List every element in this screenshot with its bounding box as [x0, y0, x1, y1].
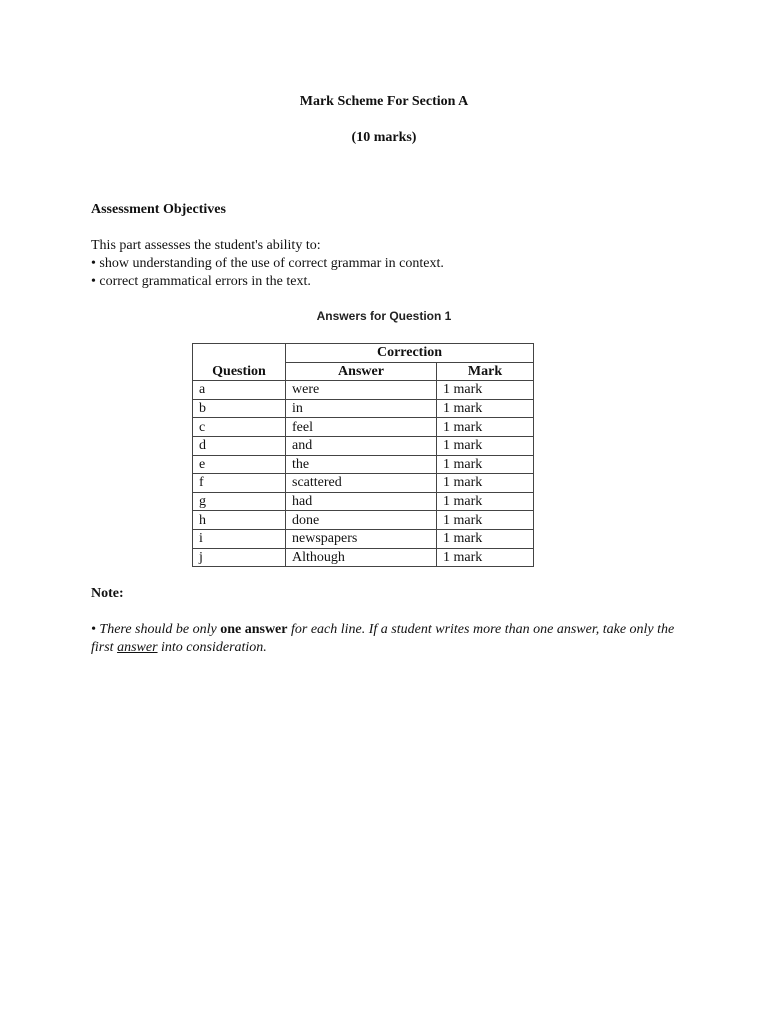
answer-cell: scattered	[286, 474, 437, 493]
answer-cell: feel	[286, 418, 437, 437]
document-title: Mark Scheme For Section A	[299, 94, 469, 109]
table-corner-cell	[193, 344, 286, 363]
mark-cell: 1 mark	[437, 455, 534, 474]
mark-cell: 1 mark	[437, 529, 534, 548]
question-header: Question	[193, 362, 286, 381]
question-cell: e	[193, 455, 286, 474]
note-text	[91, 621, 681, 657]
mark-header: Mark	[437, 362, 534, 381]
bullet-grammar-errors: • correct grammatical errors in the text.	[91, 274, 311, 289]
question-cell: b	[193, 399, 286, 418]
question-cell: d	[193, 436, 286, 455]
table-row	[193, 418, 534, 437]
bullet-grammar-context: • show understanding of the use of correct grammar in context.	[91, 256, 444, 271]
table-row	[193, 436, 534, 455]
mark-cell: 1 mark	[437, 418, 534, 437]
note-part-1: • There should be only	[91, 622, 221, 637]
answer-cell: the	[286, 455, 437, 474]
mark-cell: 1 mark	[437, 492, 534, 511]
objectives-text	[91, 237, 444, 291]
mark-cell: 1 mark	[437, 548, 534, 567]
table-row	[193, 455, 534, 474]
table-row	[193, 381, 534, 400]
answers-table-body	[193, 381, 534, 567]
answer-cell: Although	[286, 548, 437, 567]
note-part-2: for each line. If a student writes more than one answer, take only the first	[91, 622, 675, 655]
question-cell: h	[193, 511, 286, 530]
note-underlined-word: answer	[117, 640, 158, 655]
answer-cell: were	[286, 381, 437, 400]
table-row	[193, 492, 534, 511]
table-row	[193, 529, 534, 548]
answer-cell: in	[286, 399, 437, 418]
intro-line: This part assesses the student's ability to:	[91, 238, 321, 253]
table-row	[193, 511, 534, 530]
note-label: Note:	[91, 586, 124, 601]
mark-cell: 1 mark	[437, 381, 534, 400]
objectives-heading: Assessment Objectives	[91, 202, 226, 217]
answer-cell: newspapers	[286, 529, 437, 548]
mark-cell: 1 mark	[437, 436, 534, 455]
question-cell: i	[193, 529, 286, 548]
question-cell: a	[193, 381, 286, 400]
correction-header: Correction	[286, 344, 534, 363]
question-cell: g	[193, 492, 286, 511]
question-cell: c	[193, 418, 286, 437]
table-row	[193, 548, 534, 567]
answer-cell: done	[286, 511, 437, 530]
mark-cell: 1 mark	[437, 399, 534, 418]
answer-cell: and	[286, 436, 437, 455]
answers-table	[192, 343, 534, 567]
total-marks: (10 marks)	[351, 130, 417, 145]
mark-cell: 1 mark	[437, 474, 534, 493]
note-emphasis: one answer	[220, 622, 288, 637]
table-row	[193, 474, 534, 493]
answer-cell: had	[286, 492, 437, 511]
table-caption: Answers for Question 1	[316, 309, 452, 323]
question-cell: j	[193, 548, 286, 567]
table-row	[193, 399, 534, 418]
mark-cell: 1 mark	[437, 511, 534, 530]
answer-header: Answer	[286, 362, 437, 381]
question-cell: f	[193, 474, 286, 493]
note-part-3: into consideration.	[157, 640, 267, 655]
